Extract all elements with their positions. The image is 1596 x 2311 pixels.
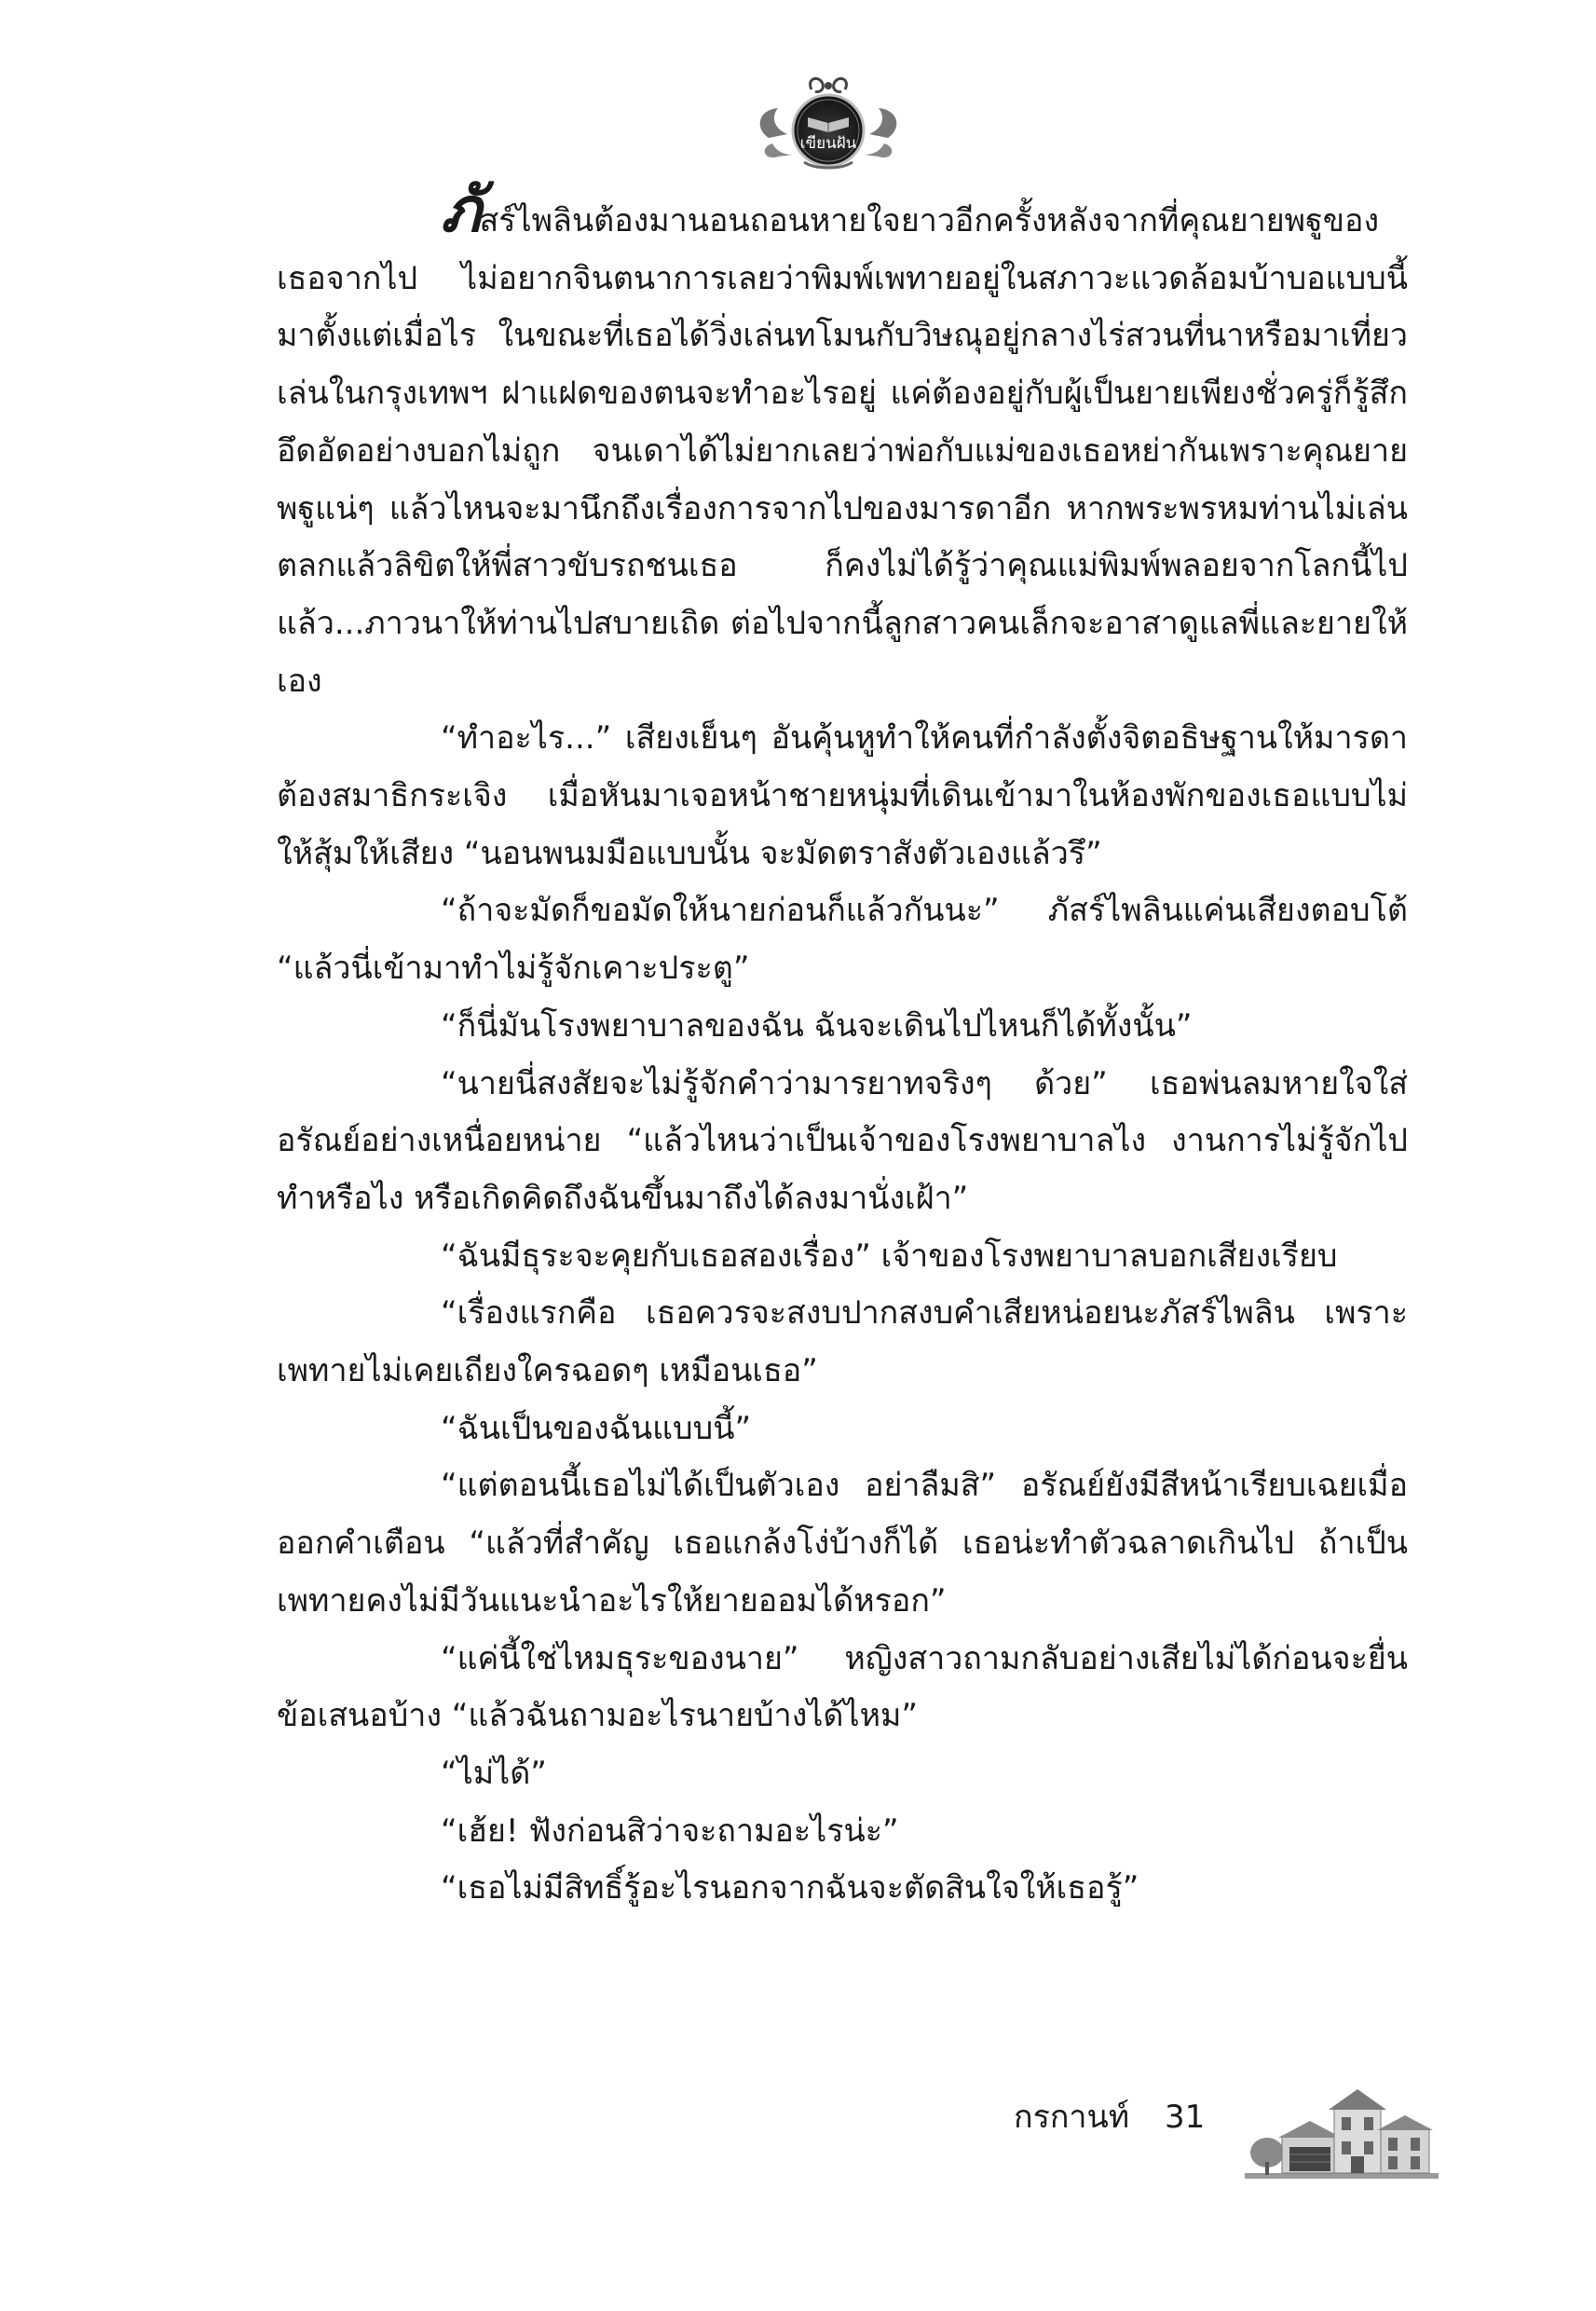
paragraph: “ถ้าจะมัดก็ขอมัดให้นายก่อนก็แล้วกันนะ” ภัสร์ไพลินแค่นเสียงตอบโต้ “แล้วนี่เข้ามาทำไม่รู้จักเคาะประตู” — [277, 892, 1408, 988]
paragraph-text: สร์ไพลินต้องมานอนถอนหายใจยาวอีกครั้งหลังจากที่คุณยายพฐูของเธอจากไป ไม่อยากจินตนาการเลยว่าพิมพ์เพทายอยู่ในสภาวะแวดล้อมบ้าบอแบบนี้มาตั้งแต่เมื่อไร ในขณะที่เธอได้วิ่งเล่นทโมนกับวิษณุอยู่กลางไร่สวนที่นาหรือมาเที่ยวเล่นในกรุงเทพฯ ฝาแฝดของตนจะทำอะไรอยู่ แค่ต้องอยู่กับผู้เป็นยายเพียงชั่วครู่ก็รู้สึกอึดอัดอย่างบอกไม่ถูก จนเดาได้ไม่ยากเลยว่าพ่อกับแม่ของเธอหย่ากันเพราะคุณยายพฐูแน่ๆ แล้วไหนจะมานึกถึงเรื่องการจากไปของมารดาอีก หากพระพรหมท่านไม่เล่นตลกแล้วลิขิตให้พี่สาวขับรถชนเธอ ก็คงไม่ได้รู้ว่าคุณแม่พิมพ์พลอยจากโลกนี้ไปแล้ว...ภาวนาให้ท่านไปสบายเถิด ต่อไปจากนี้ลูกสาวคนเล็กจะอาสาดูแลพี่และยายให้เอง — [277, 202, 1408, 700]
footer-author: กรกานท์ — [1014, 2099, 1130, 2136]
paragraph: “นายนี่สงสัยจะไม่รู้จักคำว่ามารยาทจริงๆ ด้วย” เธอพ่นลมหายใจใส่อรัณย์อย่างเหนื่อยหน่าย “แล้วไหนว่าเป็นเจ้าของโรงพยาบาลไง งานการไม่รู้จักไปทำหรือไง หรือเกิดคิดถึงฉันขึ้นมาถึงได้ลงมานั่งเฝ้า” — [277, 1064, 1408, 1217]
paragraph: “แต่ตอนนี้เธอไม่ได้เป็นตัวเอง อย่าลืมสิ” อรัณย์ยังมีสีหน้าเรียบเฉยเมื่อออกคำเตือน “แล้วที่สำคัญ เธอแกล้งโง่บ้างก็ได้ เธอน่ะทำตัวฉลาดเกินไป ถ้าเป็นเพทายคงไม่มีวันแนะนำอะไรให้ยายออมได้หรอก” — [277, 1467, 1408, 1620]
paragraph: “ทำอะไร...” เสียงเย็นๆ อันคุ้นหูทำให้คนที่กำลังตั้งจิตอธิษฐานให้มารดาต้องสมาธิกระเจิง เมื่อหันมาเจอหน้าชายหนุ่มที่เดินเข้ามาในห้องพักของเธอแบบไม่ให้สุ้มให้เสียง “นอนพนมมือแบบนั้น จะมัดตราสังตัวเองแล้วรึ” — [277, 719, 1408, 872]
paragraph: “เฮ้ย! ฟังก่อนสิว่าจะถามอะไรน่ะ” — [441, 1812, 899, 1850]
paragraph: “แค่นี้ใช่ไหมธุระของนาย” หญิงสาวถามกลับอย่างเสียไม่ได้ก่อนจะยื่นข้อเสนอบ้าง “แล้วฉันถามอะไรนายบ้างได้ไหม” — [277, 1639, 1408, 1735]
emblem-graphic — [750, 73, 907, 177]
page-number: 31 — [1165, 2099, 1206, 2136]
paragraph: “ฉันมีธุระจะคุยกับเธอสองเรื่อง” เจ้าของโรงพยาบาลบอกเสียงเรียบ — [441, 1237, 1338, 1275]
paragraph: “ก็นี่มันโรงพยาบาลของฉัน ฉันจะเดินไปไหนก็ได้ทั้งนั้น” — [441, 1006, 1193, 1045]
house-illustration-icon — [1245, 2080, 1439, 2184]
emblem-text: เขียนฝัน — [799, 134, 857, 153]
paragraph — [277, 174, 1408, 710]
drop-cap: ภั — [441, 174, 480, 246]
story-text — [277, 174, 1408, 1918]
paragraph: “เรื่องแรกคือ เธอควรจะสงบปากสงบคำเสียหน่อยนะภัสร์ไพลิน เพราะเพทายไม่เคยเถียงใครฉอดๆ เหมือนเธอ” — [277, 1294, 1408, 1390]
ornament-logo-icon — [750, 73, 907, 177]
house-graphic — [1245, 2080, 1439, 2184]
paragraph: “เธอไม่มีสิทธิ์รู้อะไรนอกจากฉันจะตัดสินใจให้เธอรู้” — [441, 1869, 1139, 1908]
paragraph: “ฉันเป็นของฉันแบบนี้” — [441, 1409, 752, 1447]
paragraph: “ไม่ได้” — [441, 1754, 547, 1792]
